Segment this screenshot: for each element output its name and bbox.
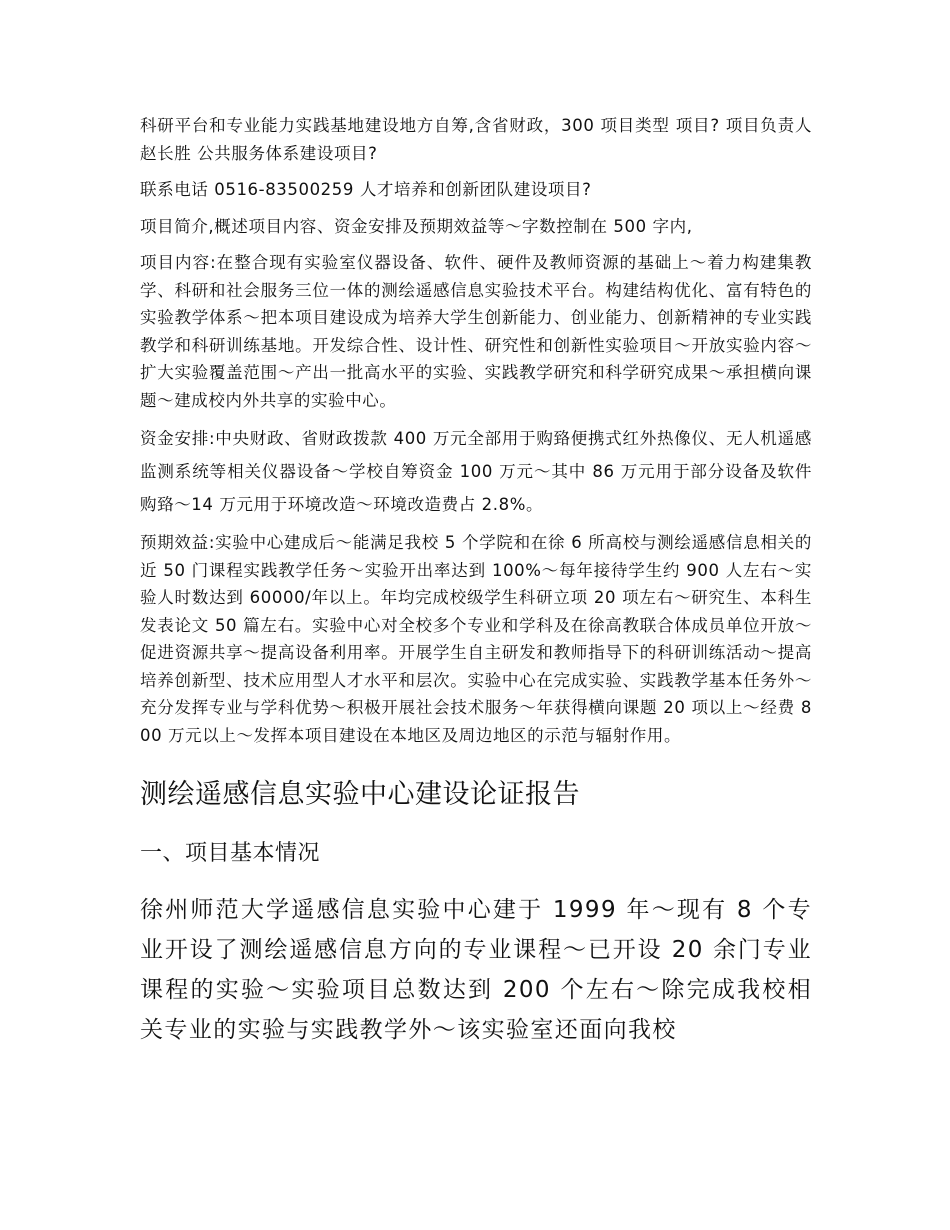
summary-instruction-paragraph: 项目简介,概述项目内容、资金安排及预期效益等～字数控制在 500 字内, <box>140 216 693 236</box>
funding-arrangement-paragraph: 资金安排:中央财政、省财政拨款 400 万元全部用于购臵便携式红外热像仪、无人机遥感监测系统等相关仪器设备～学校自筹资金 100 万元～其中 86 万元用于部分设备及软件购臵～14 万元用于环境改造～环境改造费占 2.8%。 <box>140 429 812 514</box>
section-body-paragraph: 徐州师范大学遥感信息实验中心建于 1999 年～现有 8 个专业开设了测绘遥感信息方向的专业课程～已开设 20 余门专业课程的实验～实验项目总数达到 200 个左右～除完成我校相关专业的实验与实践教学外～该实验室还面向我校 <box>140 897 812 1043</box>
project-content-paragraph: 项目内容:在整合现有实验室仪器设备、软件、硬件及教师资源的基础上～着力构建集教学、科研和社会服务三位一体的测绘遥感信息实验技术平台。构建结构优化、富有特色的实验教学体系～把本项目建设成为培养大学生创新能力、创业能力、创新精神的专业实践教学和科研训练基地。开发综合性、设计性、研究性和创新性实验项目～开放实验内容～扩大实验覆盖范围～产出一批高水平的实验、实践教学研究和科学研究成果～承担横向课题～建成校内外共享的实验中心。 <box>140 253 812 410</box>
contact-phone-paragraph: 联系电话 0516-83500259 人才培养和创新团队建设项目? <box>140 180 592 199</box>
report-title: 测绘遥感信息实验中心建设论证报告 <box>140 779 580 810</box>
expected-benefit-paragraph: 预期效益:实验中心建成后～能满足我校 5 个学院和在徐 6 所高校与测绘遥感信息相关的近 50 门课程实践教学任务～实验开出率达到 100%～每年接待学生约 900 人左右～实验人时数达到 60000/年以上。年均完成校级学生科研立项 20 项左右～研究生、本科生发表论文 50 篇左右。实验中心对全校多个专业和学科及在徐高教联合体成员单位开放～促进资源共享～提高设备利用率。开展学生自主研发和教师指导下的科研训练活动～提高培养创新型、技术应用型人才水平和层次。实验中心在完成实验、实践教学基本任务外～充分发挥专业与学科优势～积极开展社会技术服务～年获得横向课题 20 项以上～经费 800 万元以上～发挥本项目建设在本地区及周边地区的示范与辐射作用。 <box>140 533 812 745</box>
section-heading: 一、项目基本情况 <box>140 841 321 866</box>
document-page <box>140 112 812 1050</box>
project-type-paragraph: 科研平台和专业能力实践基地建设地方自筹,含省财政，300 项目类型 项目? 项目负责人 赵长胜 公共服务体系建设项目? <box>140 116 812 163</box>
